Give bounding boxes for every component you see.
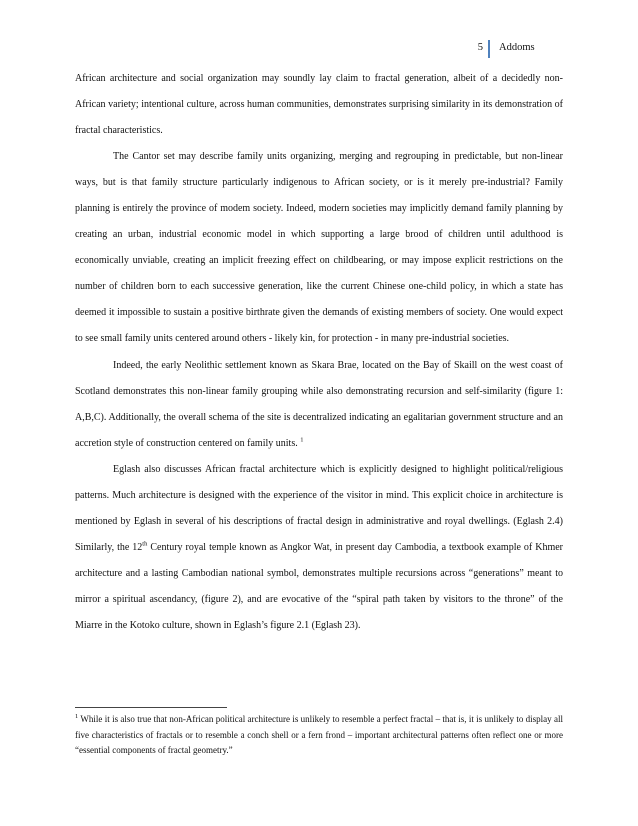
paragraph-4 (75, 457, 563, 639)
footnote-reference: 1 (300, 436, 304, 444)
paragraph-1: African architecture and social organization may soundly lay claim to fractal generation, albeit of a decidedly non-African variety; intentional culture, across human communities, demonstrates surprising similarity in its demonstration of fractal characteristics. (75, 73, 563, 137)
author-name: Addoms (499, 42, 535, 53)
footnote-entry (75, 712, 563, 759)
page-number: 5 (477, 42, 483, 53)
body-text (75, 66, 563, 639)
paragraph-2: The Cantor set may describe family units organizing, merging and regrouping in predictable, but non-linear ways, but is that family structure particularly indigenous to African society, or is it merely pre-industrial? Family planning is entirely the province of modem society. Indeed, modern societies may implicitly demand family planning by creating an urban, industrial economic model in which supporting a large brood of children until adulthood is economically unviable, creating an implicit freezing effect on childbearing, or may impose explicit restrictions on the number of children born to each successive generation, like the current Chinese one-child policy, in which a state has deemed it impossible to sustain a positive birthrate given the demands of existing members of society. One would expect to see small family units centered around others - likely kin, for protection - in many pre-industrial societies. (75, 151, 563, 345)
paragraph-3 (75, 353, 563, 457)
paragraph-3-text: Indeed, the early Neolithic settlement known as Skara Brae, located on the Bay of Skaill on the west coast of Scotland demonstrates this non-linear family grouping while also demonstrating recursion and self-similarity (figure 1: A,B,C). Additionally, the overall schema of the site is decentralized indicating an egalitarian government structure and an accretion style of construction centered on family units. (75, 359, 563, 449)
paragraph-4-text-start: Eglash also discusses African fractal architecture which is explicitly designed to highlight political/religious patterns. Much architecture is designed with the experience of the visitor in mind. This explicit choice in architecture is mentioned by Eglash in several of his descriptions of fractal design in administrative and royal dwellings. (Eglash 2.4) Similarly, the 12 (75, 463, 563, 553)
footnote (75, 712, 563, 759)
footnote-separator (75, 707, 227, 708)
paragraph-4-text-end: Century royal temple known as Angkor Wat, in present day Cambodia, a textbook example of Khmer architecture and a lasting Cambodian national symbol, demonstrates multiple recursions across “generations” meant to mirror a spiritual ascendancy, (figure 2), and are evocative of the “spiral path taken by visitors to the throne” of the Miarre in the Kotoko culture, shown in Eglash’s figure 2.1 (Eglash 23). (75, 541, 563, 631)
ordinal-superscript: th (142, 540, 148, 548)
header-divider (488, 40, 490, 58)
footnote-marker: 1 (75, 713, 79, 720)
page-header (0, 40, 638, 58)
footnote-text: While it is also true that non-African political architecture is unlikely to resemble a perfect fractal – that is, it is unlikely to display all five characteristics of fractals or to resemble a conch shell or a fern frond – important architectural patterns often reflect one or more “essential components of fractal geometry.” (75, 714, 563, 755)
